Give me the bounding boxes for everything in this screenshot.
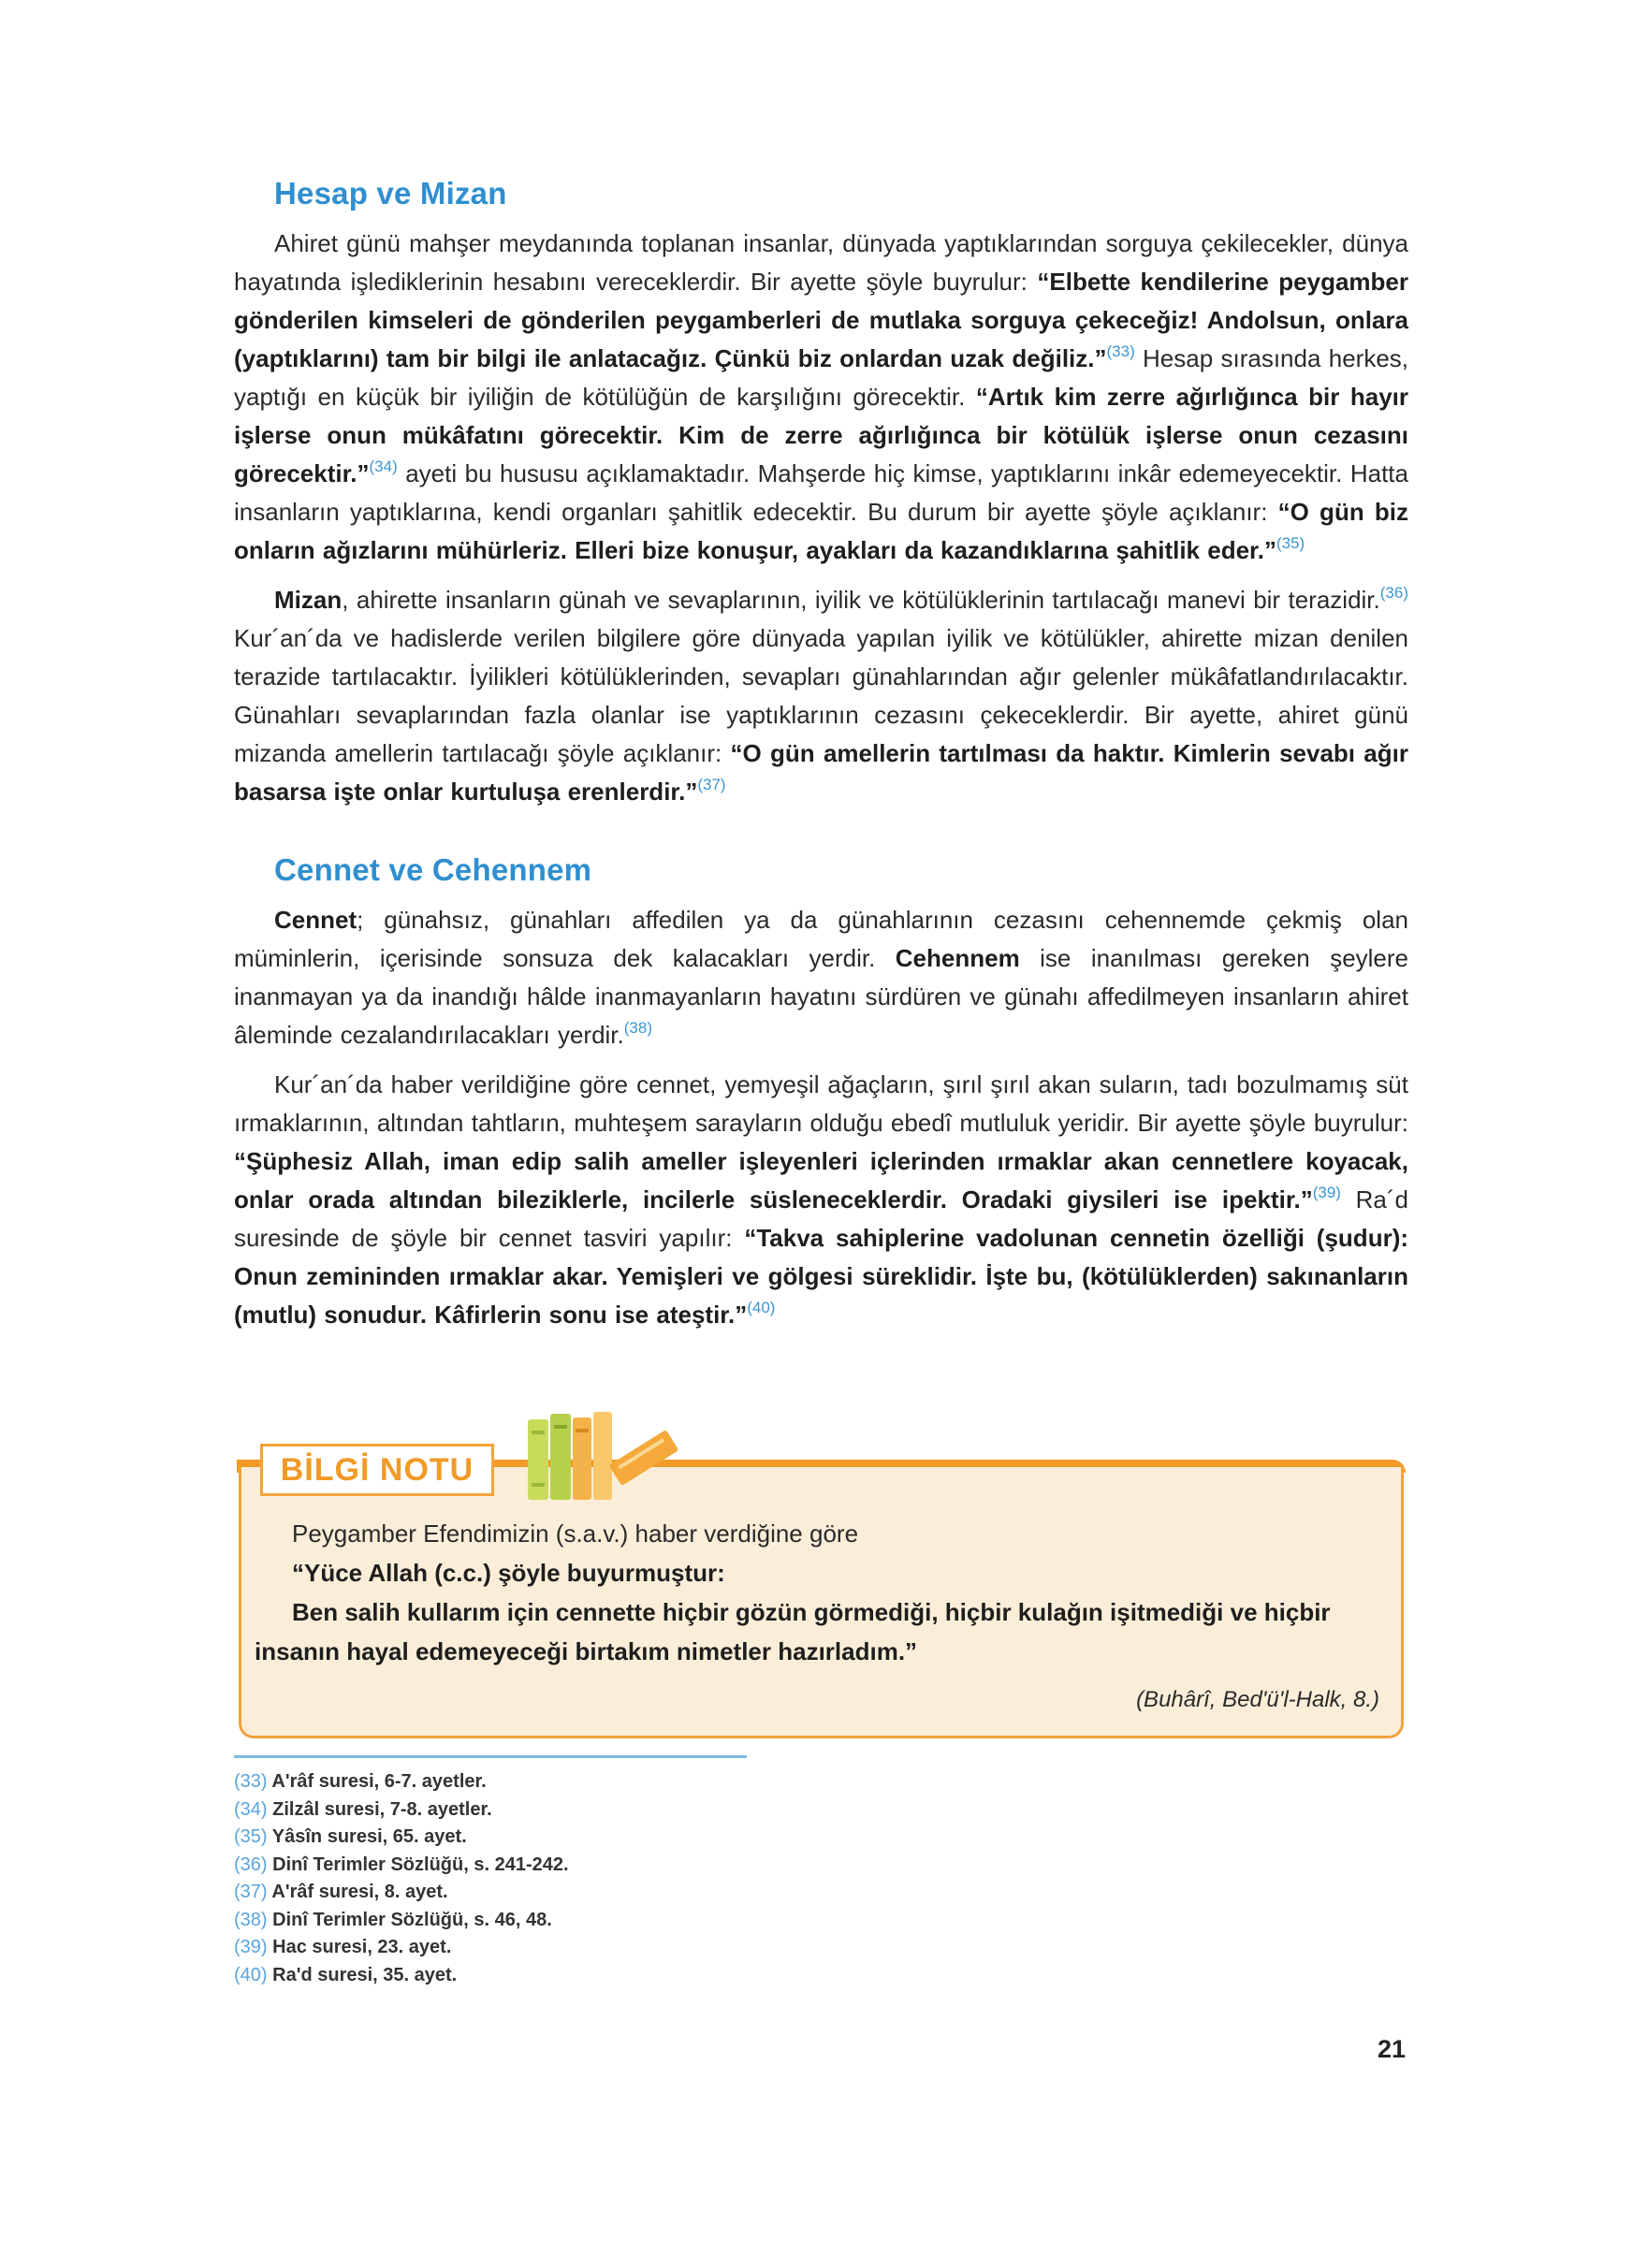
footnote-number: (36) (234, 1854, 268, 1875)
footnote-ref[interactable]: (35) (1276, 534, 1305, 552)
quote: “O gün biz onların ağızlarını mühürleriz. Elleri bize konuşur, ayakları da kazandıklarına şahitlik eder.” (234, 498, 1409, 564)
term: Cennet (274, 906, 357, 934)
quote: “O gün amellerin tartılması da haktır. Kimlerin sevabı ağır basarsa işte onlar kurtuluşa erenlerdir.” (234, 739, 1408, 806)
note-content (255, 1514, 1387, 1720)
text: Ra´d suresinde de şöyle bir cennet tasviri yapılır: (234, 1185, 1409, 1252)
section-heading-cennet: Cennet ve Cehennem (274, 852, 592, 887)
footnote-ref[interactable]: (36) (1379, 584, 1408, 602)
paragraph-cennet-tanim (234, 901, 1408, 1054)
footnote-item (234, 1879, 569, 1907)
footnote-text: Ra'd suresi, 35. ayet. (272, 1964, 458, 1985)
footnote-list (234, 1768, 569, 1989)
text: , ahirette insanların günah ve sevaplarının, iyilik ve kötülüklerinin tartılacağı manevi bir terazidir. (342, 586, 1380, 614)
note-quote-intro-text: “Yüce Allah (c.c.) şöyle buyurmuştur: (292, 1559, 725, 1587)
term: Cehennem (895, 944, 1020, 972)
footnote-number: (33) (234, 1771, 268, 1792)
footnote-text: A'râf suresi, 6-7. ayetler. (271, 1771, 487, 1792)
text: ise inanılması gereken şeylere inanmayan ya da inandığı hâlde inanmayanların hayatını sürdüren ve günahı affedilmeyen insanların ahiret âleminde cezalandırılacakları yerdir. (234, 944, 1409, 1049)
quote: “Artık kim zerre ağırlığınca bir hayır işlerse onun mükâfatını görecektir. Kim de zerre ağırlığınca bir kötülük işlerse onun cezasını görecektir.” (234, 383, 1409, 487)
footnote-ref[interactable]: (33) (1106, 342, 1135, 360)
books-icon (524, 1408, 683, 1502)
footnote-text: A'râf suresi, 8. ayet. (271, 1882, 448, 1902)
text: Kur´an´da haber verildiğine göre cennet, yemyeşil ağaçların, şırıl şırıl akan suların, tadı bozulmamış süt ırmaklarının, altından tahtların, muhteşem sarayların olduğu ebedî mutluluk yeridir. Bir ayette şöyle buyrulur: (234, 1070, 1408, 1137)
note-line: Peygamber Efendimizin (s.a.v.) haber verdiğine göre (292, 1519, 859, 1548)
footnote-number: (35) (234, 1826, 268, 1847)
note-quote-text: Ben salih kullarım için cennette hiçbir gözün görmediği, hiçbir kulağın işitmediği ve hiçbir insanın hayal edemeyeceği birtakım nimetler hazırladım.” (255, 1598, 1331, 1665)
footnote-text: Yâsîn suresi, 65. ayet. (271, 1826, 467, 1847)
footnote-number: (37) (234, 1882, 268, 1902)
quote: “Elbette kendilerine peygamber gönderilen kimseleri de gönderilen peygamberleri de mutlaka sorguya çekeceğiz! Andolsun, onlara (yaptıklarını) tam bir bilgi ile anlatacağız. Çünkü biz onlardan uzak değiliz.” (234, 268, 1408, 372)
paragraph-cennet-tasvir (234, 1066, 1408, 1334)
footnote-ref[interactable]: (34) (369, 458, 398, 475)
quote: “Şüphesiz Allah, iman edip salih ameller işleyenleri içlerinden ırmaklar akan cennetlere koyacak, onlar orada altından bileziklerle, incilerle süsleneceklerdir. Oradaki giysileri ise ipektir.” (234, 1147, 1408, 1214)
page-number: 21 (1378, 2035, 1407, 2063)
footnote-ref[interactable]: (40) (747, 1299, 776, 1316)
footnote-item (234, 1824, 569, 1852)
main-content (234, 176, 1408, 1334)
footnote-ref[interactable]: (37) (697, 776, 726, 793)
footnote-text: Dinî Terimler Sözlüğü, s. 46, 48. (272, 1909, 552, 1930)
text: Ahiret günü mahşer meydanında toplanan insanlar, dünyada yaptıklarından sorguya çekilecekler, dünya hayatında işlediklerinin hesabını vereceklerdir. Bir ayette şöyle buyrulur: (234, 229, 1408, 296)
footnote-number: (38) (234, 1909, 268, 1930)
note-quote-intro (255, 1553, 1387, 1592)
footnote-ref[interactable]: (39) (1312, 1184, 1341, 1201)
footnote-number: (40) (234, 1964, 268, 1985)
footnote-text: Dinî Terimler Sözlüğü, s. 241-242. (272, 1854, 569, 1875)
paragraph-hesap (234, 225, 1408, 570)
term: Mizan (274, 586, 343, 614)
section-heading-hesap: Hesap ve Mizan (274, 176, 507, 211)
text: ayeti bu hususu açıklamaktadır. Mahşerde hiç kimse, yaptıklarını inkâr edemeyecektir. Hatta insanların yaptıklarına, kendi organları şahitlik edecektir. Bu durum bir ayette şöyle açıklanır: (234, 459, 1408, 526)
quote: “Takva sahiplerine vadolunan cennetin özelliği (şudur): Onun zemininden ırmaklar akar. Yemişleri ve gölgesi süreklidir. İşte bu, (kötülüklerden) sakınanların (mutlu) sonudur. Kâfirlerin sonu ise ateştir.” (234, 1224, 1409, 1329)
text: Hesap sırasında herkes, yaptığı en küçük bir iyiliğin de kötülüğün de karşılığını görecektir. (234, 344, 1408, 411)
footnote-number: (39) (234, 1937, 268, 1957)
text: ; günahsız, günahları affedilen ya da günahlarının cezasını cehennemde çekmiş olan müminlerin, içerisinde sonsuza dek kalacakları yerdir. (234, 906, 1408, 972)
note-quote (255, 1592, 1387, 1671)
footnote-item (234, 1962, 569, 1990)
paragraph-mizan (234, 581, 1408, 811)
footnote-item (234, 1768, 569, 1796)
text: Kur´an´da ve hadislerde verilen bilgilere göre dünyada yapılan iyilik ve kötülükler, ahirette mizan denilen terazide tartılacaktır. İyilikleri kötülüklerinden, sevapları günahlarından ağır gelenler mükâfatlandırılacaktır. Günahları sevaplarından fazla olanlar ise yaptıklarının cezasını çekeceklerdir. Bir ayette, ahiret günü mizanda amellerin tartılacağı şöyle açıklanır: (234, 624, 1408, 767)
note-source: (Buhârî, Bed'ü'l-Halk, 8.) (1136, 1687, 1379, 1712)
footnote-item (234, 1907, 569, 1935)
footnote-item (234, 1796, 569, 1825)
footnote-divider (234, 1755, 747, 1758)
footnote-number: (34) (234, 1798, 268, 1820)
footnote-item (234, 1934, 569, 1962)
note-label: BİLGİ NOTU (260, 1444, 494, 1496)
footnote-ref[interactable]: (38) (623, 1019, 652, 1037)
footnote-text: Zilzâl suresi, 7-8. ayetler. (272, 1798, 492, 1820)
footnote-text: Hac suresi, 23. ayet. (272, 1937, 452, 1957)
footnote-item (234, 1852, 569, 1880)
